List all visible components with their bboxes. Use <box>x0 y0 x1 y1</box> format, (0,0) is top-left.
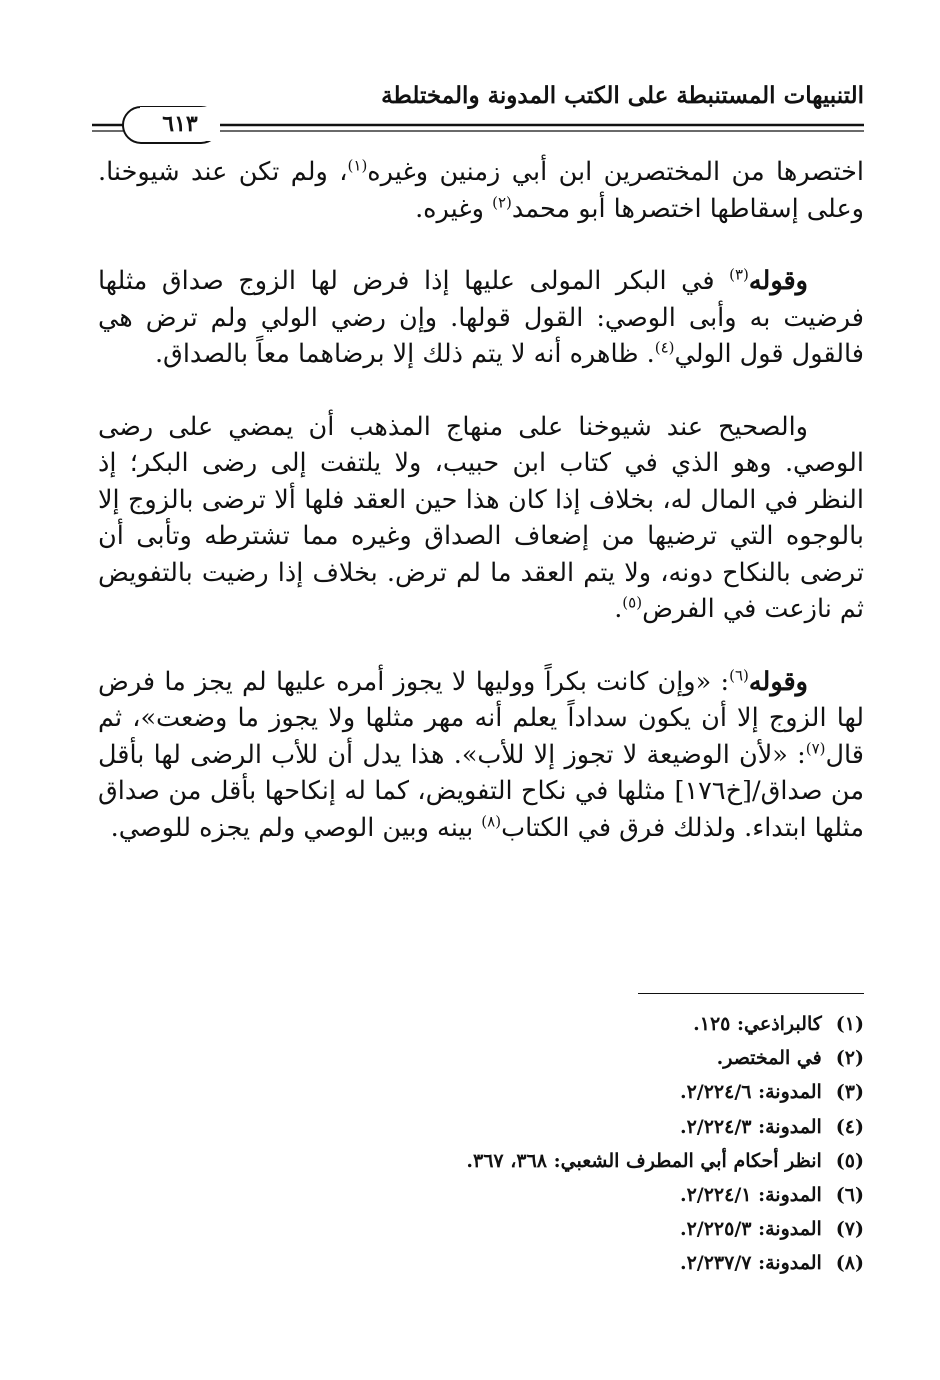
paragraph-2 <box>98 263 864 373</box>
footnote-ref: (٦) <box>729 666 749 684</box>
main-text <box>98 154 864 882</box>
lead-word: وقوله <box>748 666 808 697</box>
footnote-text: انظر أحكام أبي المطرف الشعبي: ٣٦٨، ٣٦٧. <box>466 1149 822 1172</box>
footnote-text: المدونة: ٢/٢٣٧/٧. <box>679 1252 822 1275</box>
footnote-ref: (٣) <box>729 265 749 284</box>
text-run: والصحيح عند شيوخنا على منهاج المذهب أن يمضي على رضى الوصي. وهو الذي في كتاب ابن حبيب، ولا يلتفت إلى رضى البكر؛ إذ النظر في المال له، بخلاف إذا كان هذا حين العقد فلها ألا ترضى بالزوج إلا بالوجوه التي ترضيها من إضعاف الصداق وغيره مما تشترطه وتأبى أن ترضى بالنكاح دونه، ولا يتم العقد ما لم ترض. بخلاف إذا رضيت بالتفويض ثم نازعت في الفرض <box>98 411 864 624</box>
footnote-number: (٧) <box>835 1218 864 1241</box>
footnote-number: (٨) <box>835 1252 864 1275</box>
text-run: ، ولم تكن عند شيوخنا. وعلى إسقاطها اختصرها أبو محمد <box>98 157 864 224</box>
footnote-number: (٤) <box>835 1115 864 1138</box>
footnote-text: المدونة: ٢/٢٢٤/١. <box>679 1184 822 1207</box>
footnote-text: المدونة: ٢/٢٢٤/٦. <box>679 1081 822 1104</box>
footnote-separator <box>638 993 864 994</box>
page-number: ٦١٣ <box>140 107 220 141</box>
lead-word: وقوله <box>748 266 808 296</box>
footnote-number: (٣) <box>835 1081 864 1104</box>
footnote-number: (٦) <box>835 1184 864 1207</box>
paragraph-3 <box>98 409 864 628</box>
footnote-text: في المختصر. <box>716 1047 822 1070</box>
running-title: التنبيهات المستنبطة على الكتب المدونة والمختلطة <box>381 82 864 109</box>
footnote-item <box>98 1007 864 1041</box>
footnote-item <box>98 1246 864 1280</box>
paragraph-4 <box>98 664 864 847</box>
text-run: اختصرها من المختصرين ابن أبي زمنين وغيره <box>367 157 864 187</box>
footnote-ref: (٢) <box>492 193 512 211</box>
footnote-item <box>98 1212 864 1246</box>
footnote-ref: (٤) <box>654 338 675 357</box>
footnote-item <box>98 1075 864 1109</box>
footnote-text: كالبراذعي: ١٢٥. <box>693 1013 822 1035</box>
text-run: : «لأن الوضيعة لا تجوز إلا للأب». هذا يدل أن للأب الرضى لها بأقل من صداق/[خ١٧٦] مثلها في نكاح التفويض، كما له إنكاحها بأقل من صداق مثلها ابتداء. ولذلك فرق في الكتاب <box>98 739 864 843</box>
text-run: : «وإن كانت بكراً ووليها لا يجوز أمره عليها لم يجز ما فرض لها الزوج إلا أن يكون سداداً يعلم أنه مهر مثلها ولا يجوز ما وضعت»، ثم قال <box>98 666 864 770</box>
footnote-item <box>98 1144 864 1178</box>
footnote-ref: (٨) <box>481 812 502 830</box>
footnote-ref: (١) <box>347 156 368 175</box>
footnote-item <box>98 1110 864 1144</box>
footnote-number: (١) <box>835 1013 864 1035</box>
footnote-number: (٢) <box>835 1047 864 1070</box>
text-run: في البكر المولى عليها إذا فرض لها الزوج صداق مثلها فرضيت به وأبى الوصي: القول قولها. وإن رضي الولي ولم ترض هي فالقول قول الولي <box>98 266 864 369</box>
footnote-item <box>98 1041 864 1075</box>
text-run: وغيره. <box>415 193 493 224</box>
footnote-number: (٥) <box>835 1149 864 1172</box>
footnote-ref: (٧) <box>805 739 826 757</box>
footnotes <box>98 1007 864 1281</box>
footnote-text: المدونة: ٢/٢٢٥/٣. <box>679 1218 822 1241</box>
text-run: . ظاهره أنه لا يتم ذلك إلا برضاهما معاً بالصداق. <box>154 339 655 369</box>
footnote-text: المدونة: ٢/٢٢٤/٣. <box>679 1115 822 1138</box>
footnote-ref: (٥) <box>622 593 643 612</box>
paragraph-1 <box>98 154 864 227</box>
text-run: بينه وبين الوصي ولم يجزه للوصي. <box>110 812 482 843</box>
text-run: . <box>614 594 623 624</box>
footnote-item <box>98 1178 864 1212</box>
